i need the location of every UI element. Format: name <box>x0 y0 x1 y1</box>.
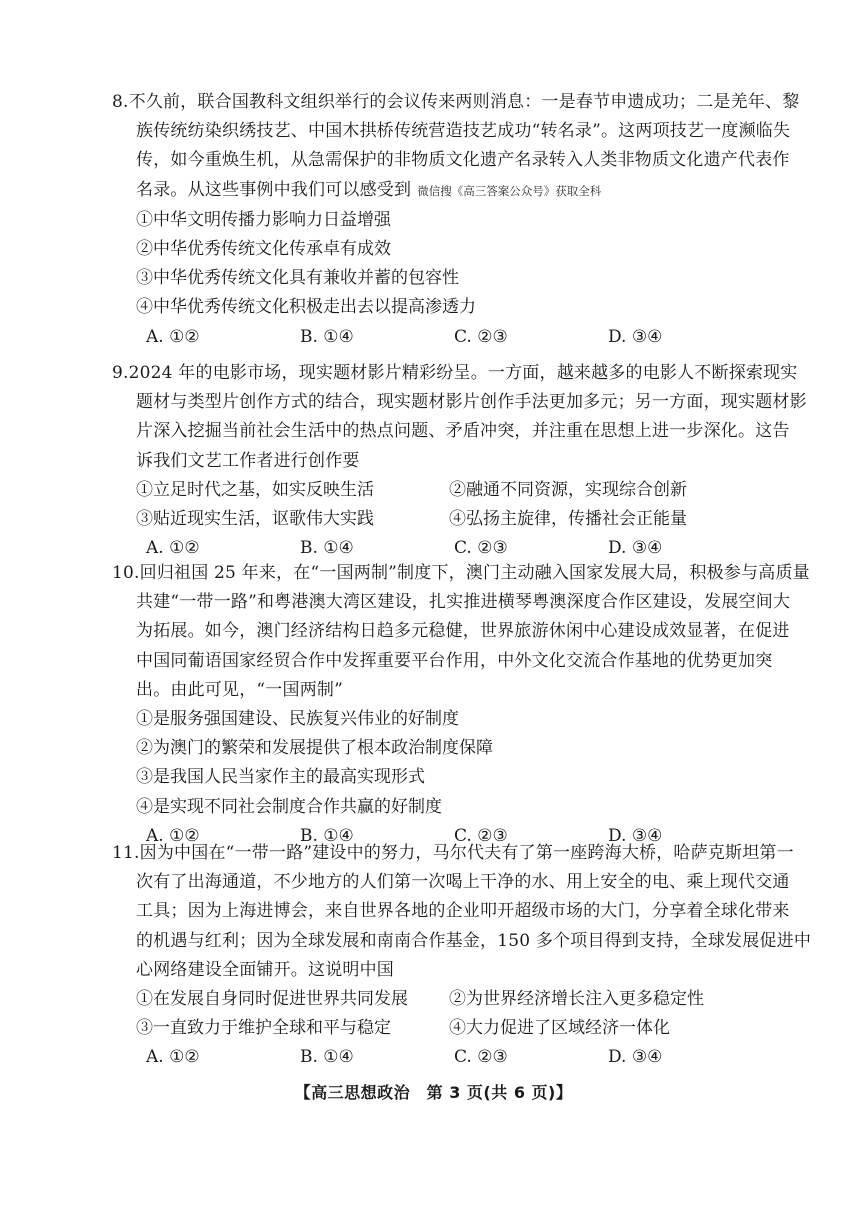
statement-2: ②中华优秀传统文化传承卓有成效 <box>136 239 391 260</box>
question-10 <box>112 559 810 851</box>
question-stem-line: 中国同葡语国家经贸合作中发挥重要平台作用，中外文化交流合作基地的优势更加突 <box>136 650 773 671</box>
statement-4: ④中华优秀传统文化积极走出去以提高渗透力 <box>136 297 476 318</box>
statement-row <box>112 476 762 505</box>
question-stem-line: 片深入挖掘当前社会生活中的热点问题、矛盾冲突，并注重在思想上进一步深化。这告 <box>136 421 790 442</box>
answer-option-a[interactable]: A. ①② <box>146 825 200 846</box>
answer-option-b[interactable]: B. ①④ <box>300 326 354 347</box>
statement-1: ①中华文明传播力影响力日益增强 <box>136 209 391 230</box>
question-stem-line: 的机遇与红利；因为全球发展和南南合作基金，150 多个项目得到支持，全球发展促进中 <box>136 930 812 951</box>
answer-option-c[interactable]: C. ②③ <box>454 825 508 846</box>
stem-text: 因为中国在“一带一路”建设中的努力，马尔代夫有了第一座跨海大桥，哈萨克斯坦第一 <box>139 843 794 863</box>
page-footer: 【高三思想政治 第 3 页(共 6 页)】 <box>294 1083 573 1102</box>
question-stem-line: 心网络建设全面铺开。这说明中国 <box>136 959 394 980</box>
answer-option-d[interactable]: D. ③④ <box>608 825 663 846</box>
answer-option-d[interactable]: D. ③④ <box>608 1047 663 1068</box>
answer-option-b[interactable]: B. ①④ <box>300 1047 354 1068</box>
statement-1: ①在发展自身同时促进世界共同发展 <box>136 989 408 1010</box>
question-stem-line: 共建“一带一路”和粤港澳大湾区建设，扎实推进横琴粤澳深度合作区建设，发展空间大 <box>136 592 791 613</box>
answer-option-b[interactable]: B. ①④ <box>300 825 354 846</box>
answer-option-b[interactable]: B. ①④ <box>300 538 354 559</box>
question-number: 8. <box>112 92 129 112</box>
statement-1: ①立足时代之基，如实反映生活 <box>136 479 374 500</box>
stem-text: 2024 年的电影市场，现实题材影片精彩纷呈。一方面，越来越多的电影人不断探索现实 <box>128 363 798 383</box>
question-stem-line: 传，如今重焕生机，从急需保护的非物质文化遗产名录转入人类非物质文化遗产代表作 <box>136 150 790 171</box>
question-stem-line <box>112 839 794 868</box>
question-stem-line <box>112 359 798 388</box>
watermark-note: 微信搜《高三答案公众号》获取全科 <box>417 183 602 198</box>
statement-row <box>112 985 762 1014</box>
question-stem-line: 题材与类型片创作方式的结合，现实题材影片创作手法更加多元；另一方面，现实题材影 <box>136 392 807 413</box>
question-number: 9. <box>112 363 129 383</box>
question-number: 11. <box>112 843 140 863</box>
statement-2: ②为澳门的繁荣和发展提供了根本政治制度保障 <box>136 738 493 759</box>
answer-option-c[interactable]: C. ②③ <box>454 1047 508 1068</box>
answer-option-d[interactable]: D. ③④ <box>608 326 663 347</box>
statement-1: ①是服务强国建设、民族复兴伟业的好制度 <box>136 709 459 730</box>
question-stem-line: 族传统纺染织绣技艺、中国木拱桥传统营造技艺成功“转名录”。这两项技艺一度濒临失 <box>136 121 791 142</box>
question-8 <box>112 88 800 352</box>
statement-2: ②融通不同资源，实现综合创新 <box>449 479 687 500</box>
statement-row <box>112 1014 762 1043</box>
question-stem-line: 工具；因为上海进博会，来自世界各地的企业叩开超级市场的大门，分享着全球化带来 <box>136 901 790 922</box>
answer-options <box>112 323 762 352</box>
statement-3: ③贴近现实生活，讴歌伟大实践 <box>136 509 374 530</box>
stem-text: 名录。从这些事例中我们可以感受到 <box>136 179 412 200</box>
answer-option-a[interactable]: A. ①② <box>146 1047 200 1068</box>
question-stem-line <box>112 176 762 206</box>
stem-text: 回归祖国 25 年来，在“一国两制”制度下，澳门主动融入国家发展大局，积极参与高质量 <box>139 563 810 583</box>
statement-4: ④弘扬主旋律，传播社会正能量 <box>449 509 687 530</box>
statement-3: ③一直致力于维护全球和平与稳定 <box>136 1018 391 1039</box>
question-9 <box>112 359 807 563</box>
answer-option-a[interactable]: A. ①② <box>146 538 200 559</box>
question-11 <box>112 839 812 1073</box>
statement-3: ③是我国人民当家作主的最高实现形式 <box>136 767 425 788</box>
statement-3: ③中华优秀传统文化具有兼收并蓄的包容性 <box>136 268 459 289</box>
answer-option-d[interactable]: D. ③④ <box>608 538 663 559</box>
answer-option-c[interactable]: C. ②③ <box>454 538 508 559</box>
answer-options <box>112 1043 762 1072</box>
question-stem-line: 次有了出海通道，不少地方的人们第一次喝上干净的水、用上安全的电、乘上现代交通 <box>136 872 790 893</box>
question-stem-line: 诉我们文艺工作者进行创作要 <box>136 450 360 471</box>
question-stem-line <box>112 559 810 588</box>
question-number: 10. <box>112 563 140 583</box>
statement-row <box>112 505 762 534</box>
statement-4: ④是实现不同社会制度合作共赢的好制度 <box>136 796 442 817</box>
answer-option-a[interactable]: A. ①② <box>146 326 200 347</box>
question-stem-line: 出。由此可见，“一国两制” <box>136 679 343 700</box>
stem-text: 不久前，联合国教科文组织举行的会议传来两则消息：一是春节申遗成功；二是羌年、黎 <box>128 92 800 112</box>
question-stem-line <box>112 88 800 117</box>
question-stem-line: 为拓展。如今，澳门经济结构日趋多元稳健，世界旅游休闲中心建设成效显著，在促进 <box>136 621 790 642</box>
answer-option-c[interactable]: C. ②③ <box>454 326 508 347</box>
statement-4: ④大力促进了区域经济一体化 <box>449 1018 670 1039</box>
statement-2: ②为世界经济增长注入更多稳定性 <box>449 989 704 1010</box>
